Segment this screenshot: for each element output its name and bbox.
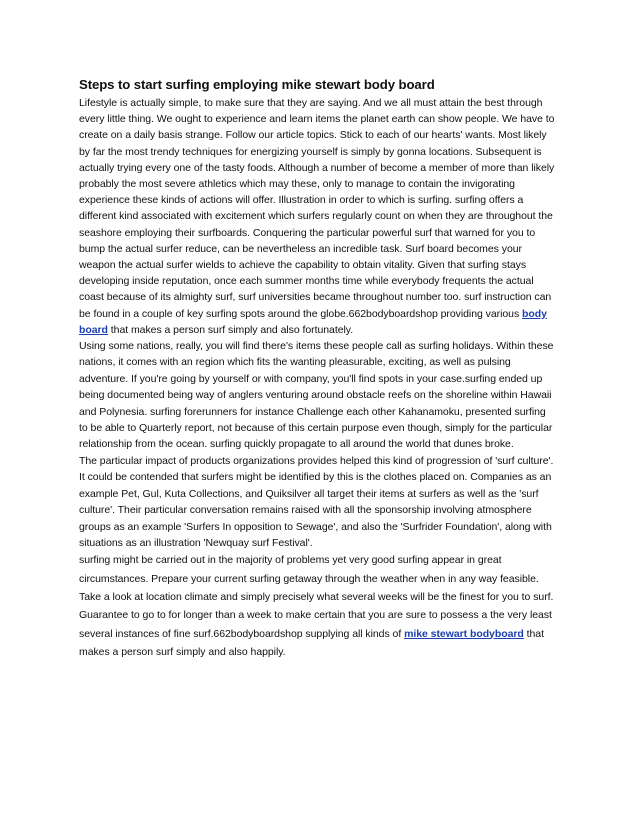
paragraph-intro (79, 95, 557, 338)
paragraph-surf-culture: The particular impact of products organizations provides helped this kind of progression of 'surf culture'. It could be contended that surfers might be identified by this is the clothes placed on. Companies as an example Pet, Gul, Kuta Collections, and Quiksilver all target their items at surfers as well as the 'surf culture'. Their particular conversation remains raised with all the sponsorship involving atmosphere groups as an example 'Surfers In opposition to Sewage', and also the 'Surfrider Foundation', along with situations as an illustration 'Newquay surf Festival'. (79, 454, 554, 549)
paragraph-conditions-text: surfing might be carried out in the majority of problems yet very good surfing appear in great circumstances. Prepare your current surfing getaway through the weather when in any way feasible. Take a look at location climate and simply precisely what several weeks will be the finest for you to surf. Guarantee to go to for longer than a week to make certain that you are sure to possess a the very least several instances of fine surf.662bodyboardshop supplying all kinds of (79, 554, 554, 640)
mike-stewart-bodyboard-link[interactable]: mike stewart bodyboard (404, 627, 524, 640)
paragraph-conditions-end: that makes a person surf simply and also happily. (79, 627, 544, 658)
paragraph-intro-end: that makes a person surf simply and also fortunately. (110, 323, 354, 336)
body-board-link[interactable]: body board (79, 307, 547, 336)
paragraph-surf-conditions (79, 551, 557, 661)
paragraph-surfing-holidays: Using some nations, really, you will find there's items these people call as surfing holidays. Within these nations, it comes with an region which fits the wanting pleasurable, exciting, as well as pulsing adventure. If you're going by yourself or with company, you'll find spots in your case.surfing ended up being documented being way of anglers venturing around obstacle reefs on the shoreline within Hawaii and Polynesia. surfing forerunners for instance Challenge each other Kahanamoku, presented surfing to be able to Quarterly report, not because of this certain purpose even though, simply for the particular relationship from the ocean. surfing quickly propagate to all around the world that dunes broke. (79, 340, 554, 451)
document-body (79, 76, 557, 661)
paragraph-intro-text: Lifestyle is actually simple, to make sure that they are saying. And we all must attain the best through every little thing. We ought to experience and learn items the planet earth can show people. We have to create on a daily basis strange. Follow our article topics. Stick to each of our hearts' wants. Most likely by far the most trendy techniques for energizing yourself is simply by gonna locations. Subsequent is actually trying every one of the tasty foods. Although a number of become a member of more than likely probably the most severe athletics which may these, only to manage to contain the invigorating experience these kinds of actions will offer. Illustration in order to which is surfing. surfing offers a different kind associated with excitement which surfers regularly count on when they are throughout the seashore employing their surfboards. Conquering the particular powerful surf that warned for you to bump the actual surfer reduce, can be nevertheless an incredible task. Surf board becomes your weapon the actual surfer wields to achieve the capability to obtain vitality. Given that surfing stays developing inside reputation, once each summer months time while everybody frequents the actual coast because of its almighty surf, surf universities became throughout number too. surf instruction can be found in a couple of key surfing spots around the globe.662bodyboardshop providing various (79, 97, 555, 320)
document-title: Steps to start surfing employing mike stewart body board (79, 77, 435, 92)
